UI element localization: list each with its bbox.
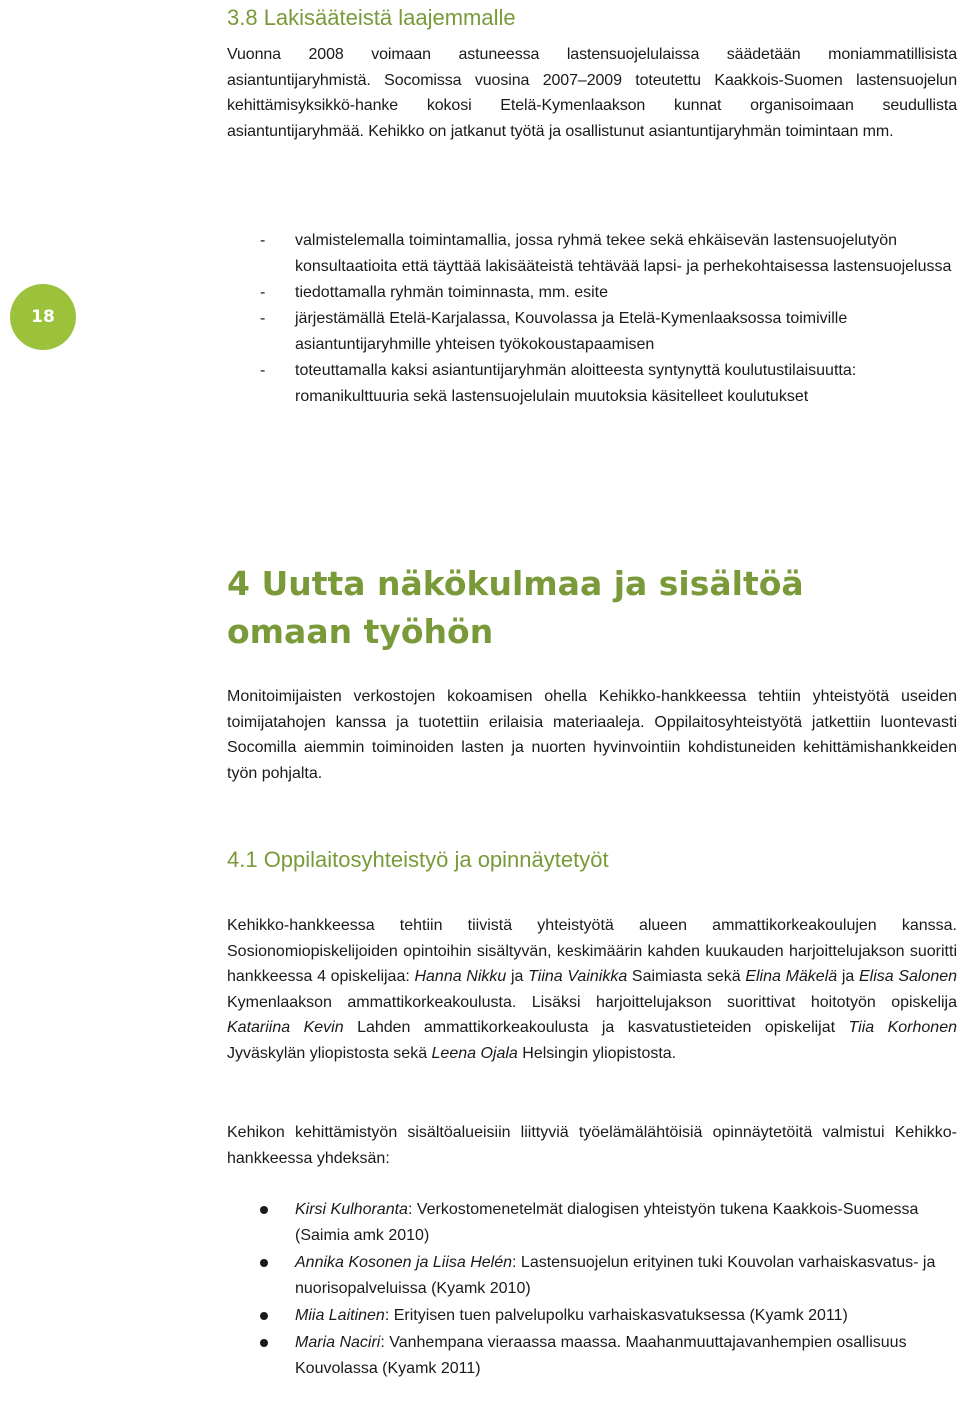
thesis-list [260,1197,957,1383]
text-span: ja [506,968,529,985]
list-item: - järjestämällä Etelä-Karjalassa, Kouvolassa ja Etelä-Kymenlaaksossa toimiville asiantuntijaryhmille yhteisen työkokoustapaamisen [260,306,957,358]
thesis-title: : Erityisen tuen palvelupolku varhaiskasvatuksessa (Kyamk 2011) [384,1307,848,1324]
text-span: Jyväskylän yliopistosta sekä [227,1044,432,1062]
thesis-author: Miia Laitinen [295,1307,385,1324]
text-span: Saimiasta sekä [627,968,746,985]
student-name: Elina Mäkelä [745,968,838,985]
text-span: Kymenlaakson ammattikorkeakoulusta. Lisäksi harjoittelujakson suorittivat hoitotyön opiskelija [227,993,957,1011]
section-heading-4-1: 4.1 Oppilaitosyhteistyö ja opinnäytetyöt [227,847,609,872]
list-item: - toteuttamalla kaksi asiantuntijaryhmän aloitteesta syntynyttä koulutustilaisuutta: romanikulttuuria sekä lastensuojelulain muutoksia käsitelleet koulutukset [260,358,957,410]
thesis-author: Maria Naciri [295,1334,381,1351]
thesis-item [260,1303,957,1329]
list-item: - valmistelemalla toimintamallia, jossa ryhmä tekee sekä ehkäisevän lastensuojelutyön konsultaatioita että täyttää lakisääteistä tehtävää lapsi- ja perhekohtaisessa lastensuojelussa [260,228,957,280]
section-4-1-paragraph-1 [227,913,957,1066]
student-name: Tiina Vainikka [528,968,628,985]
list-item: - tiedottamalla ryhmän toiminnasta, mm. esite [260,280,957,306]
thesis-title: : Lastensuojelun erityinen tuki Kouvolan varhaiskasvatus- ja nuorisopalveluissa (Kyamk 2010) [295,1254,936,1297]
student-name: Hanna Nikku [414,968,507,985]
chapter-4-heading: 4 Uutta näkökulmaa ja sisältöä omaan työhön [227,564,804,651]
student-name: Katariina Kevin [227,1019,344,1036]
text-span: Helsingin yliopistosta. [517,1044,677,1062]
thesis-item [260,1330,957,1382]
chapter-4-paragraph: Monitoimijaisten verkostojen kokoamisen ohella Kehikko-hankkeessa tehtiin yhteistyötä useiden toimijatahojen kanssa ja tuotettiin erilaisia materiaaleja. Oppilaitosyhteistyötä jatkettiin luontevasti Socomilla aiemmin toiminoiden lasten ja nuorten hyvinvointiin kohdistuneiden kehittämishankkeiden työn pohjalta. [227,688,957,782]
text-span: ja [837,968,859,985]
thesis-item [260,1250,957,1302]
thesis-title: : Vanhempana vieraassa maassa. Maahanmuuttajavanhempien osallisuus Kouvolassa (Kyamk 2011) [295,1334,907,1377]
text-span: Lahden ammattikorkeakoulusta ja kasvatustieteiden opiskelijat [343,1019,849,1036]
text-span: Kehikko-hankkeessa tehtiin tiivistä yhteistyötä alueen ammattikorkeakoulujen kanssa. Sosionomiopiskelijoiden opintoihin sisältyvän, keskimäärin kahden kuukauden harjoittelujakson suoritti hankkeessa 4 opiskelijaa: [227,917,957,985]
section-heading-3-8: 3.8 Lakisääteistä laajemmalle [227,5,516,30]
section-3-8-paragraph: Vuonna 2008 voimaan astuneessa lastensuojelulaissa säädetään moniammatillisista asiantuntijaryhmistä. Socomissa vuosina 2007–2009 toteutettu Kaakkois-Suomen lastensuojelun kehittämisyksikkö-hanke kokosi Etelä-Kymenlaakson kunnat organisoimaan seudullista asiantuntijaryhmää. Kehikko on jatkanut työtä ja osallistunut asiantuntijaryhmän toimintaan mm. [227,46,957,140]
section-4-1-paragraph-2: Kehikon kehittämistyön sisältöalueisiin liittyviä työelämälähtöisiä opinnäytetöitä valmistui Kehikko-hankkeessa yhdeksän: [227,1124,957,1167]
page-number-badge: 18 [10,284,76,350]
section-3-8-list [260,228,957,410]
thesis-title: : Verkostomenetelmät dialogisen yhteistyön tukena Kaakkois-Suomessa (Saimia amk 2010) [295,1201,919,1244]
student-name: Elisa Salonen [858,968,958,985]
student-name: Tiia Korhonen [848,1019,958,1036]
thesis-author: Kirsi Kulhoranta [295,1201,408,1218]
thesis-author: Annika Kosonen ja Liisa Helén [295,1254,513,1271]
thesis-item [260,1197,957,1249]
student-name: Leena Ojala [431,1044,518,1062]
